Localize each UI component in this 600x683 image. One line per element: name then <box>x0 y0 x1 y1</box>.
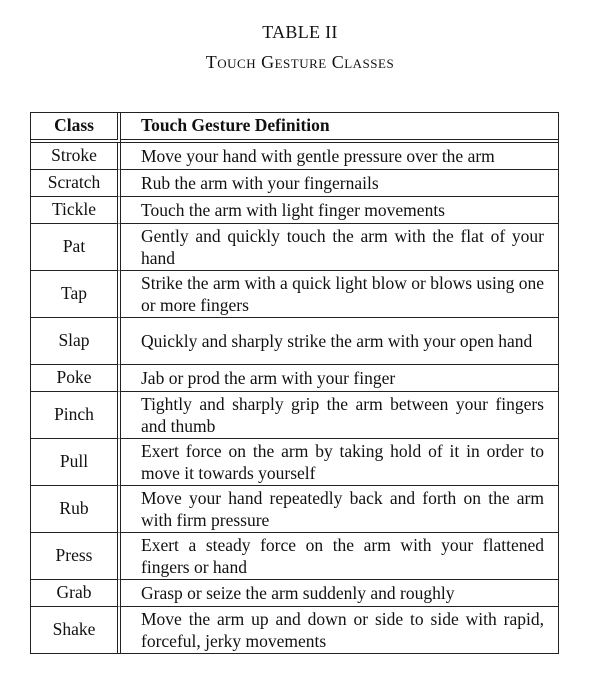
definition-cell <box>121 318 558 365</box>
definition-cell <box>121 486 558 533</box>
definition-cell <box>121 365 558 392</box>
definition-cell <box>121 271 558 318</box>
class-cell: Tap <box>31 271 121 318</box>
definition-text: Move your hand with gentle pressure over the arm <box>141 145 495 166</box>
class-cell: Slap <box>31 318 121 365</box>
table-row <box>31 224 558 271</box>
class-cell: Stroke <box>31 143 121 170</box>
definition-text: Exert force on the arm by taking hold of it in order to move it towards yourself <box>141 441 544 483</box>
definition-text: Strike the arm with a quick light blow or blows using one or more fingers <box>141 273 544 315</box>
definition-text: Move the arm up and down or side to side with rapid, forceful, jerky movements <box>141 609 544 651</box>
table-row <box>31 533 558 580</box>
header-row <box>31 113 558 143</box>
table-row <box>31 607 558 653</box>
table-title: Touch Gesture Classes <box>205 52 395 72</box>
class-cell: Tickle <box>31 197 121 224</box>
definition-text: Exert a steady force on the arm with your flattened fingers or hand <box>141 535 544 577</box>
class-cell: Poke <box>31 365 121 392</box>
table-row <box>31 170 558 197</box>
table-body <box>31 143 558 653</box>
class-cell: Rub <box>31 486 121 533</box>
table-row <box>31 580 558 607</box>
definition-text: Rub the arm with your fingernails <box>141 172 379 193</box>
definition-cell <box>121 533 558 580</box>
definition-text: Gently and quickly touch the arm with the flat of your hand <box>141 226 544 268</box>
table-header <box>31 113 558 143</box>
definition-cell <box>121 392 558 439</box>
table-row <box>31 365 558 392</box>
table-row <box>31 486 558 533</box>
table-row <box>31 439 558 486</box>
touch-gesture-table <box>30 112 559 654</box>
definition-text: Jab or prod the arm with your finger <box>141 367 396 388</box>
definition-text: Tightly and sharply grip the arm between your fingers and thumb <box>141 394 544 436</box>
class-cell: Pull <box>31 439 121 486</box>
table-number: TABLE II <box>262 22 338 42</box>
definition-cell <box>121 170 558 197</box>
definition-cell <box>121 197 558 224</box>
definition-text: Quickly and sharply strike the arm with your open hand <box>141 330 533 351</box>
definition-cell <box>121 439 558 486</box>
definition-text: Grasp or seize the arm suddenly and roughly <box>141 582 455 603</box>
class-cell: Press <box>31 533 121 580</box>
class-cell: Grab <box>31 580 121 607</box>
definition-cell <box>121 607 558 653</box>
table-row <box>31 318 558 365</box>
definition-text: Move your hand repeatedly back and forth on the arm with firm pressure <box>141 488 544 530</box>
class-cell: Shake <box>31 607 121 653</box>
table-row <box>31 392 558 439</box>
definition-cell <box>121 224 558 271</box>
table-row <box>31 271 558 318</box>
definition-cell <box>121 143 558 170</box>
class-cell: Pat <box>31 224 121 271</box>
table-row <box>31 143 558 170</box>
table-row <box>31 197 558 224</box>
class-cell: Pinch <box>31 392 121 439</box>
header-definition: Touch Gesture Definition <box>121 113 558 143</box>
definition-cell <box>121 580 558 607</box>
definition-text: Touch the arm with light finger movements <box>141 199 445 220</box>
class-cell: Scratch <box>31 170 121 197</box>
header-class: Class <box>31 113 121 143</box>
